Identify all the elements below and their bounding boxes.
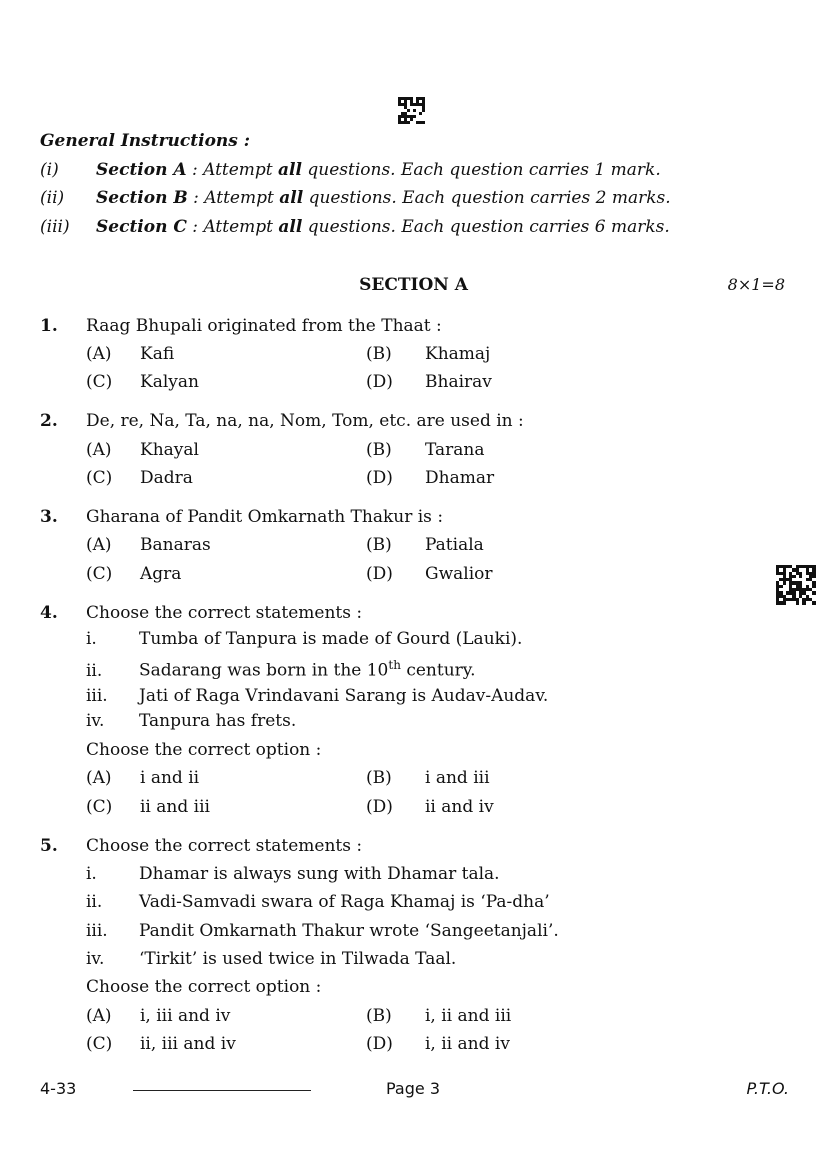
pto-label: P.T.O.: [746, 1079, 789, 1098]
footer-divider: [133, 1090, 311, 1091]
question-text: Choose the correct statements :: [86, 603, 363, 623]
option-label: (D): [366, 372, 393, 392]
question-text: Gharana of Pandit Omkarnath Thakur is :: [86, 507, 444, 527]
option-label: (C): [86, 1034, 113, 1054]
option-label: (C): [86, 468, 113, 488]
instruction-emphasis: all: [278, 217, 303, 237]
option-text: i and iii: [425, 768, 490, 788]
question-number: 4.: [40, 603, 58, 623]
option-a: [86, 768, 199, 788]
statement-label: ii.: [86, 660, 103, 681]
paper-code: 4-33: [40, 1079, 77, 1098]
question-1: [40, 316, 442, 336]
option-label: (D): [366, 468, 393, 488]
statement-text: Dhamar is always sung with Dhamar tala.: [139, 864, 500, 884]
option-d: [366, 372, 492, 392]
statement-text: Pandit Omkarnath Thakur wrote ‘Sangeetanjali’.: [139, 921, 559, 941]
option-text: Dadra: [140, 468, 193, 488]
option-label: (B): [366, 440, 392, 460]
instruction-emphasis: all: [279, 188, 304, 208]
statement: [86, 921, 559, 941]
option-label: (A): [86, 768, 112, 788]
option-text: Dhamar: [425, 468, 495, 488]
instruction-item: [40, 217, 670, 237]
option-text: i, iii and iv: [140, 1006, 231, 1026]
statement-label: iv.: [86, 711, 105, 731]
question-number: 2.: [40, 411, 58, 431]
option-text: Khayal: [140, 440, 199, 460]
option-label: (A): [86, 535, 112, 555]
question-number: 3.: [40, 507, 58, 527]
option-text: Kafi: [140, 344, 175, 364]
option-c: [86, 564, 181, 584]
option-prompt: Choose the correct option :: [86, 977, 322, 997]
instruction-number: (ii): [40, 188, 65, 208]
option-label: (A): [86, 440, 112, 460]
option-d: [366, 1034, 510, 1054]
option-text: i, ii and iii: [425, 1006, 512, 1026]
option-d: [366, 797, 494, 817]
option-d: [366, 564, 493, 584]
question-number: 5.: [40, 836, 58, 856]
option-label: (C): [86, 564, 113, 584]
question-2: [40, 411, 524, 431]
option-text: ii, iii and iv: [140, 1034, 236, 1054]
page-number: Page 3: [386, 1079, 440, 1098]
statement-text: Tumba of Tanpura is made of Gourd (Lauki).: [139, 629, 523, 649]
option-text: i, ii and iv: [425, 1034, 510, 1054]
option-text: Khamaj: [425, 344, 491, 364]
option-label: (B): [366, 1006, 392, 1026]
statement-label: i.: [86, 864, 97, 884]
option-a: [86, 344, 174, 364]
question-3: [40, 507, 443, 527]
option-label: (B): [366, 535, 392, 555]
option-label: (C): [86, 372, 113, 392]
option-b: [366, 440, 485, 460]
statement-text: Sadarang was born in the 10: [139, 660, 389, 681]
option-label: (B): [366, 768, 392, 788]
option-text: Patiala: [425, 535, 484, 555]
qr-code-side: [776, 565, 816, 605]
option-text: i and ii: [140, 768, 200, 788]
statement: [86, 711, 296, 731]
instruction-emphasis: all: [278, 160, 302, 180]
question-4: [40, 603, 362, 623]
statement-text: Tanpura has frets.: [139, 711, 297, 731]
statement-label: iii.: [86, 921, 108, 941]
option-b: [366, 344, 490, 364]
statement: [86, 949, 456, 969]
section-title: SECTION A: [359, 275, 468, 295]
instruction-text: : Attempt: [186, 160, 279, 180]
instruction-number: (iii): [40, 217, 70, 237]
question-text: Raag Bhupali originated from the Thaat :: [86, 316, 442, 336]
option-text: Agra: [140, 564, 182, 584]
option-c: [86, 1034, 236, 1054]
statement-label: i.: [86, 629, 97, 649]
option-prompt: Choose the correct option :: [86, 740, 322, 760]
statement: [86, 686, 548, 706]
statement-label: ii.: [86, 892, 103, 912]
statement-text: ‘Tirkit’ is used twice in Tilwada Taal.: [139, 949, 457, 969]
option-text: Bhairav: [425, 372, 492, 392]
option-label: (A): [86, 344, 112, 364]
instruction-text: : Attempt: [186, 217, 279, 237]
option-text: Kalyan: [140, 372, 199, 392]
option-label: (C): [86, 797, 113, 817]
option-text: Tarana: [425, 440, 485, 460]
instruction-section: Section C: [96, 217, 187, 237]
statement: [86, 658, 476, 681]
option-text: Gwalior: [425, 564, 493, 584]
option-a: [86, 440, 199, 460]
option-text: ii and iii: [140, 797, 210, 817]
option-c: [86, 468, 193, 488]
statement: [86, 892, 550, 912]
superscript: th: [388, 658, 401, 672]
option-b: [366, 535, 484, 555]
option-c: [86, 372, 199, 392]
option-d: [366, 468, 494, 488]
question-5: [40, 836, 362, 856]
statement-text: century.: [400, 660, 476, 681]
option-a: [86, 535, 211, 555]
option-text: ii and iv: [425, 797, 494, 817]
option-label: (A): [86, 1006, 112, 1026]
instruction-number: (i): [40, 160, 59, 180]
statement: [86, 864, 500, 884]
instructions-title: General Instructions :: [40, 131, 251, 151]
instruction-section: Section A: [96, 160, 187, 180]
statement: [86, 629, 522, 649]
question-text: De, re, Na, Ta, na, na, Nom, Tom, etc. are used in :: [86, 411, 524, 431]
option-label: (D): [366, 564, 393, 584]
section-marks: 8×1=8: [727, 275, 785, 294]
instruction-section: Section B: [96, 188, 188, 208]
instruction-item: [40, 188, 671, 208]
instruction-item: [40, 160, 661, 180]
statement-text: Jati of Raga Vrindavani Sarang is Audav-Audav.: [139, 686, 549, 706]
option-label: (D): [366, 1034, 393, 1054]
question-text: Choose the correct statements :: [86, 836, 363, 856]
option-label: (D): [366, 797, 393, 817]
instruction-text: questions. Each question carries 6 marks.: [302, 217, 670, 237]
option-text: Banaras: [140, 535, 211, 555]
option-b: [366, 768, 490, 788]
option-a: [86, 1006, 230, 1026]
option-label: (B): [366, 344, 392, 364]
statement-text: Vadi-Samvadi swara of Raga Khamaj is ‘Pa-dha’: [139, 892, 550, 912]
question-number: 1.: [40, 316, 58, 336]
statement-label: iv.: [86, 949, 105, 969]
instruction-text: questions. Each question carries 1 mark.: [301, 160, 661, 180]
option-c: [86, 797, 210, 817]
instruction-text: questions. Each question carries 2 marks.: [303, 188, 671, 208]
option-b: [366, 1006, 511, 1026]
qr-code-top: [398, 97, 425, 124]
instruction-text: : Attempt: [187, 188, 280, 208]
statement-label: iii.: [86, 686, 108, 706]
